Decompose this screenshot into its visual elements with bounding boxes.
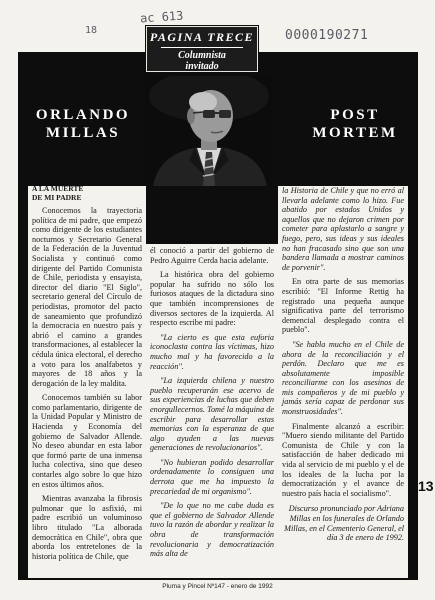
author-name (28, 106, 138, 142)
section-subtitle-line2: invitado (185, 61, 219, 72)
section-subtitle-line1: Columnista (178, 50, 226, 61)
headline-line1: POST (330, 107, 380, 123)
quote-paragraph: "La cierto es que esta euforia iconoclasta contra las víctimas, hizo mucho mal y ha favorecido a la reacción". (150, 332, 274, 371)
archive-number-mark: 18 (85, 25, 98, 36)
section-title: PAGINA TRECE (149, 30, 255, 44)
headline-line2: MORTEM (312, 125, 398, 141)
paragraph: En otra parte de sus memorias escribió: "El Informe Rettig ha registrado una pequeña aunque significativa parte del terrorismo demencial desplegado contra el pueblo". (282, 277, 404, 335)
quote-paragraph: la Historia de Chile y que no erró al llevarla adelante como lo hizo. Fue abatido por estados Unidos y aquellos que no dejaron crimen por cometer para aplastarlo a sangre y fuego, pero, sus ideas y sus ideales no han fracasado sino que son una bandera llamada a mostrar caminos de porvenir". (282, 186, 404, 272)
author-portrait-photo (145, 76, 273, 186)
article-signature: Discurso pronunciado por Adriana Millas en los funerales de Orlando Millas, en el Cementerio General, el día 3 de enero de 1992. (284, 504, 404, 543)
archive-code-mark: 0000190271 (285, 28, 369, 43)
article-headline (300, 106, 410, 142)
page-number: 13 (418, 478, 434, 494)
author-name-line2: MILLAS (45, 125, 121, 141)
article-column-3 (282, 186, 404, 548)
quote-paragraph: "La izquierda chilena y nuestro pueblo recuperarán ese acervo de sus experiencias de luchas que deben enorgullecernos. Tomé la máquina de escribir para desarrollar estas memorias con la esperanza de que algo ayuden a las nuevas generaciones de revolucionarios". (150, 376, 274, 453)
quote-paragraph: "Se habla mucho en el Chile de ahora de la reconciliación y el perdón. Declaro que me es absolutamente imposible reconciliarme con los asesinos de mis compañeros y de mi pueblo y jamás sería capaz de perdonar sus monstruosidades". (282, 339, 404, 417)
section-header-box (146, 26, 258, 72)
quote-paragraph: "De lo que no me cabe duda es que el gobierno de Salvador Allende tuvo la razón de abordar y realizar la obra de transformación revolucionaria y democratización más alta de (150, 501, 274, 559)
paragraph: La histórica obra del gobierno popular ha sufrido no sólo los furiosos ataques de la dictadura sino que también incomprensiones de diversos sectores de la izquierda. Al respecto escribe mi padre: (150, 270, 274, 328)
subhead-line1: A LA MUERTE (32, 184, 84, 193)
paragraph: Mientras avanzaba la fibrosis pulmonar que lo asfixió, mi padre escribió un voluminoso libro titulado "La alborada democrática en Chile", obra que aborda los entretelones de la historia política de Chile, que (32, 494, 142, 561)
article-subhead (32, 185, 142, 202)
page-footer: Pluma y Pincel Nº147 - enero de 1992 (162, 583, 273, 590)
header-divider (161, 47, 243, 48)
article-column-1 (32, 185, 142, 566)
author-name-line1: ORLANDO (35, 107, 131, 123)
archive-reference-mark: ac 613 (139, 8, 184, 26)
paragraph: Conocemos también su labor como parlamentario, dirigente de la Unidad Popular y Ministro de Hacienda y Economía del gobierno de Salvador Allende. No deseo abundar en esta labor que formó parte de una inmensa lucha colectiva, sino que deseo contarles algo sobre lo que hizo en estos últimos años. (32, 393, 142, 489)
article-column-2 (150, 246, 274, 564)
subhead-line2: DE MI PADRE (32, 192, 82, 202)
paragraph: él conoció a partir del gobierno de Pedro Aguirre Cerda hacia adelante. (150, 246, 274, 265)
quote-paragraph: "No hubieran podido desarrollar ordenadamente lo consiguen una derrota que me ha impuesto la precariedad de mi organismo". (150, 457, 274, 496)
paragraph: Conocemos la trayectoria política de mi padre, que empezó como dirigente de los estudiantes nocturnos y Secretario General de la Federación de la Juventud Socialista y continuó como dirigente del Partido Comunista de Chile, periodista y ensayista, director del diario "El Siglo", secretario general del Círculo de periodistas, promotor del pacto de saneamiento que profundizó la democracia en nuestro país y abrió el camino a grandes transformaciones, al establecer la cédula única electoral, el derecho a voto para los analfabetos y mayores de 18 años y la derogación de la ley maldita. (32, 206, 142, 388)
paragraph: Finalmente alcanzó a escribir: "Muero siendo militante del Partido Comunista de Chile y con la satisfacción de haber dedicado mi vida al servicio de mi pueblo y el de los ideales de la lucha por la democratización y el avance de nuestro país hacia el socialismo". (282, 421, 404, 498)
